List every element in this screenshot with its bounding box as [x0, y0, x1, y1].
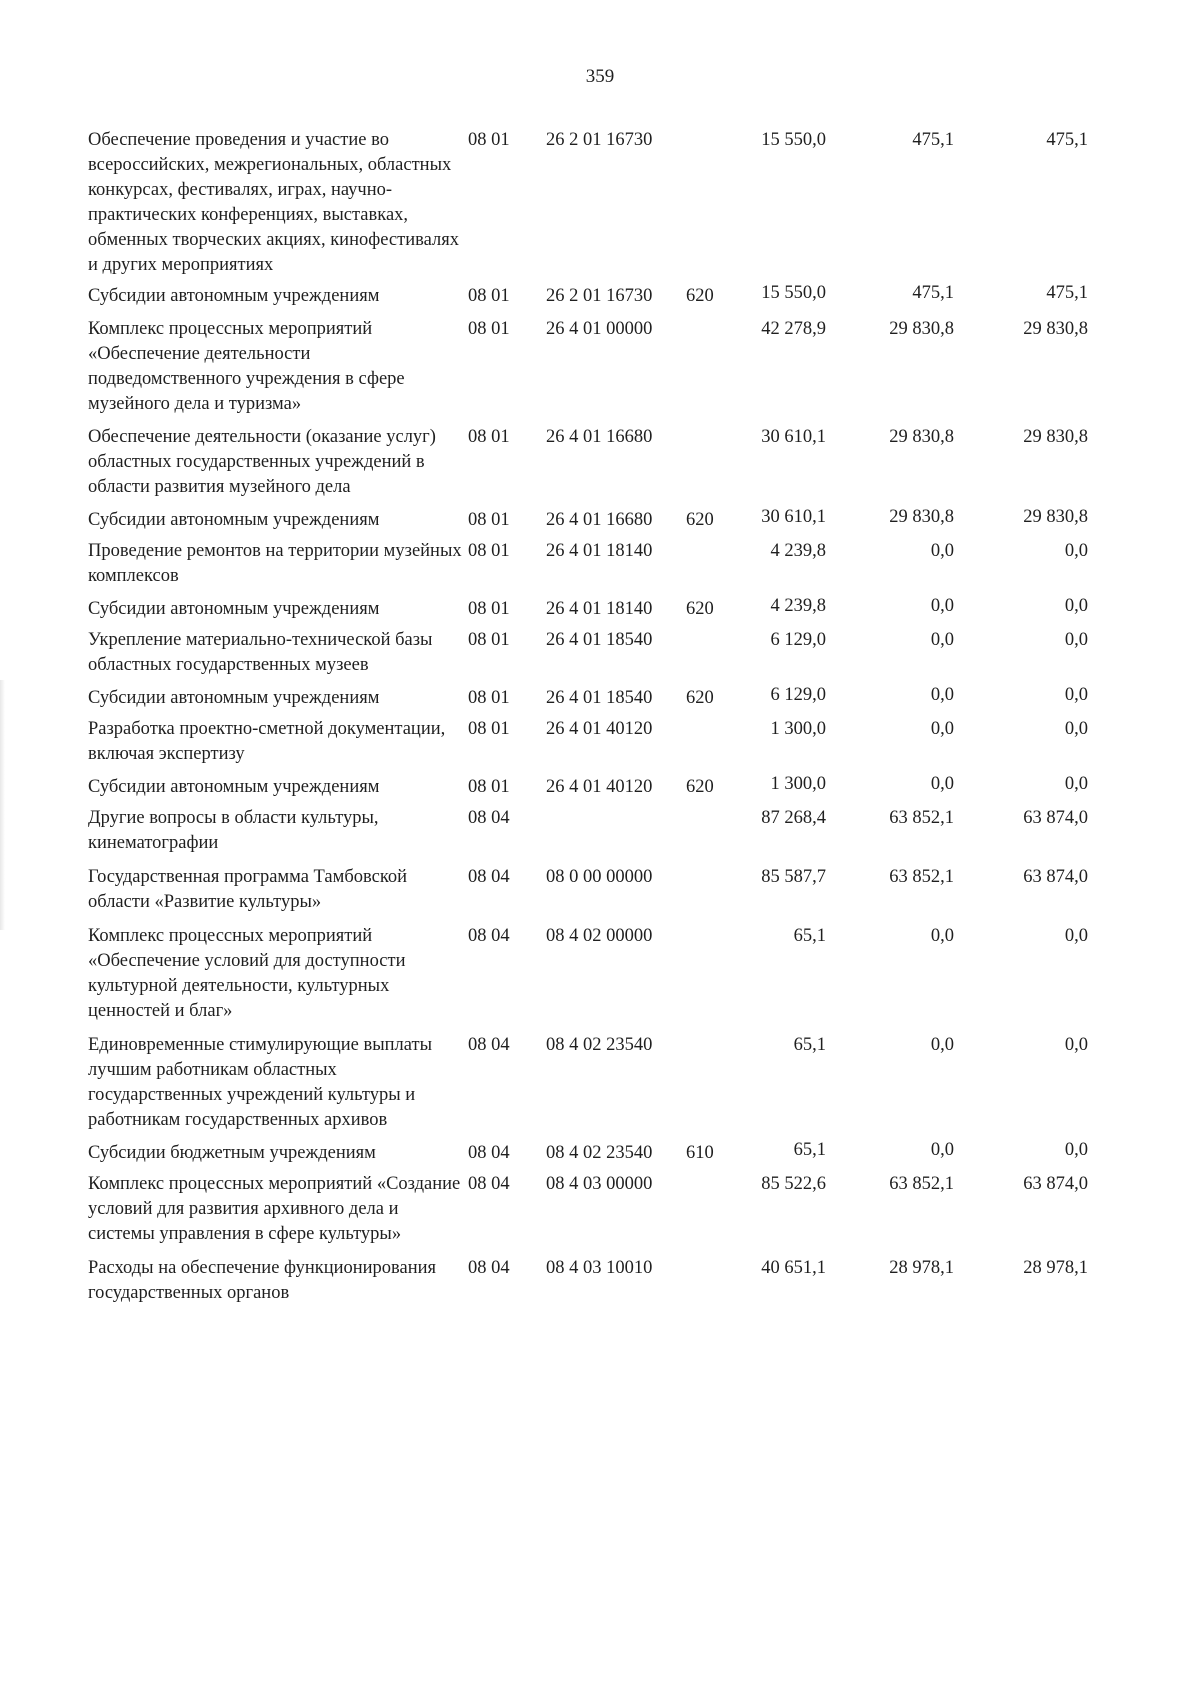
row-name: Комплекс процессных мероприятий «Обеспечение деятельности подведомственного учреждения в сфере музейного дела и туризма»: [88, 319, 405, 414]
table-row: [88, 1141, 1178, 1166]
table-row: [88, 924, 1178, 1024]
row-amount-1: 85 587,7: [761, 867, 826, 887]
row-amount-2: 0,0: [930, 596, 954, 616]
row-section-code: 08 01: [468, 599, 510, 619]
row-section-code: 08 01: [468, 427, 510, 447]
row-target-code: 26 4 01 16680: [546, 427, 653, 447]
row-section-code: 08 01: [468, 719, 510, 739]
row-amount-2: 0,0: [930, 1035, 954, 1055]
row-target-code: 08 4 02 23540: [546, 1035, 653, 1055]
row-amount-3: 0,0: [1064, 596, 1088, 616]
table-row: [88, 628, 1178, 678]
row-amount-1: 4 239,8: [770, 541, 826, 561]
row-amount-2: 0,0: [930, 926, 954, 946]
table-row: [88, 539, 1178, 589]
row-name: Субсидии бюджетным учреждениям: [88, 1143, 376, 1163]
row-target-code: 08 4 03 10010: [546, 1258, 653, 1278]
table-row: [88, 508, 1178, 533]
row-amount-1: 65,1: [793, 926, 826, 946]
row-expense-type: 620: [686, 599, 714, 619]
row-amount-2: 0,0: [930, 630, 954, 650]
row-amount-1: 6 129,0: [770, 685, 826, 705]
table-row: [88, 717, 1178, 767]
row-name: Укрепление материально-технической базы областных государственных музеев: [88, 630, 433, 675]
budget-table: [88, 128, 1178, 1306]
row-amount-3: 0,0: [1064, 1140, 1088, 1160]
row-name: Обеспечение деятельности (оказание услуг) областных государственных учреждений в области развития музейного дела: [88, 427, 436, 497]
row-amount-2: 63 852,1: [889, 808, 954, 828]
row-amount-2: 0,0: [930, 685, 954, 705]
row-target-code: 26 4 01 40120: [546, 719, 653, 739]
row-amount-1: 65,1: [793, 1140, 826, 1160]
row-name: Обеспечение проведения и участие во всероссийских, межрегиональных, областных конкурсах, фестивалях, играх, научно-практических конференциях, выставках, обменных творческих акциях, кинофестивалях и других мероприятиях: [88, 130, 459, 275]
row-name: Другие вопросы в области культуры, кинематографии: [88, 808, 379, 853]
row-target-code: 26 4 01 40120: [546, 777, 653, 797]
table-row: [88, 425, 1178, 500]
row-amount-1: 65,1: [793, 1035, 826, 1055]
row-amount-1: 4 239,8: [770, 596, 826, 616]
row-amount-2: 63 852,1: [889, 867, 954, 887]
table-row: [88, 806, 1178, 856]
row-amount-3: 0,0: [1064, 719, 1088, 739]
row-amount-2: 29 830,8: [889, 319, 954, 339]
row-target-code: 26 4 01 18140: [546, 599, 653, 619]
row-amount-3: 0,0: [1064, 541, 1088, 561]
row-name: Расходы на обеспечение функционирования государственных органов: [88, 1258, 437, 1303]
row-target-code: 08 4 02 23540: [546, 1143, 653, 1163]
row-expense-type: 610: [686, 1143, 714, 1163]
row-amount-1: 1 300,0: [770, 719, 826, 739]
row-target-code: 26 2 01 16730: [546, 130, 653, 150]
row-amount-1: 42 278,9: [761, 319, 826, 339]
row-expense-type: 620: [686, 688, 714, 708]
table-row: [88, 317, 1178, 417]
row-section-code: 08 01: [468, 630, 510, 650]
row-amount-3: 0,0: [1064, 774, 1088, 794]
row-amount-1: 40 651,1: [761, 1258, 826, 1278]
row-amount-3: 475,1: [1046, 283, 1088, 303]
row-amount-3: 0,0: [1064, 1035, 1088, 1055]
row-amount-2: 29 830,8: [889, 507, 954, 527]
row-section-code: 08 04: [468, 926, 510, 946]
row-amount-2: 0,0: [930, 774, 954, 794]
row-section-code: 08 04: [468, 1258, 510, 1278]
row-section-code: 08 04: [468, 808, 510, 828]
row-name: Единовременные стимулирующие выплаты лучшим работникам областных государственных учреждений культуры и работникам государственных архивов: [88, 1035, 433, 1130]
row-target-code: 26 4 01 16680: [546, 510, 653, 530]
table-row: [88, 1256, 1178, 1306]
row-name: Комплекс процессных мероприятий «Обеспечение условий для доступности культурной деятельности, культурных ценностей и благ»: [88, 926, 406, 1021]
row-name: Субсидии автономным учреждениям: [88, 286, 380, 306]
row-name: Проведение ремонтов на территории музейных комплексов: [88, 541, 462, 586]
row-target-code: 08 0 00 00000: [546, 867, 653, 887]
row-target-code: 26 4 01 18540: [546, 688, 653, 708]
row-expense-type: 620: [686, 777, 714, 797]
row-amount-3: 29 830,8: [1023, 507, 1088, 527]
row-amount-2: 63 852,1: [889, 1174, 954, 1194]
row-name: Субсидии автономным учреждениям: [88, 777, 380, 797]
table-row: [88, 775, 1178, 800]
row-section-code: 08 01: [468, 130, 510, 150]
row-section-code: 08 01: [468, 286, 510, 306]
row-section-code: 08 04: [468, 1174, 510, 1194]
row-amount-3: 28 978,1: [1023, 1258, 1088, 1278]
row-name: Государственная программа Тамбовской области «Развитие культуры»: [88, 867, 408, 912]
row-amount-2: 28 978,1: [889, 1258, 954, 1278]
row-target-code: 08 4 03 00000: [546, 1174, 653, 1194]
table-row: [88, 597, 1178, 622]
row-amount-3: 63 874,0: [1023, 808, 1088, 828]
table-row: [88, 865, 1178, 915]
row-section-code: 08 04: [468, 1035, 510, 1055]
row-amount-2: 29 830,8: [889, 427, 954, 447]
row-amount-1: 30 610,1: [761, 507, 826, 527]
row-section-code: 08 01: [468, 688, 510, 708]
row-name: Комплекс процессных мероприятий «Создание условий для развития архивного дела и системы управления в сфере культуры»: [88, 1174, 461, 1244]
row-amount-3: 475,1: [1046, 130, 1088, 150]
row-amount-1: 15 550,0: [761, 130, 826, 150]
row-section-code: 08 01: [468, 319, 510, 339]
row-amount-2: 0,0: [930, 719, 954, 739]
row-name: Субсидии автономным учреждениям: [88, 599, 380, 619]
row-amount-3: 0,0: [1064, 630, 1088, 650]
row-section-code: 08 04: [468, 867, 510, 887]
row-target-code: 26 4 01 18540: [546, 630, 653, 650]
row-section-code: 08 01: [468, 510, 510, 530]
row-amount-1: 15 550,0: [761, 283, 826, 303]
row-amount-1: 30 610,1: [761, 427, 826, 447]
row-target-code: 26 2 01 16730: [546, 286, 653, 306]
row-name: Субсидии автономным учреждениям: [88, 510, 380, 530]
row-amount-1: 87 268,4: [761, 808, 826, 828]
row-section-code: 08 04: [468, 1143, 510, 1163]
row-amount-1: 85 522,6: [761, 1174, 826, 1194]
table-row: [88, 284, 1178, 309]
page-number: 359: [585, 66, 615, 87]
row-amount-2: 0,0: [930, 1140, 954, 1160]
row-amount-3: 63 874,0: [1023, 1174, 1088, 1194]
row-amount-3: 63 874,0: [1023, 867, 1088, 887]
row-target-code: 26 4 01 00000: [546, 319, 653, 339]
table-row: [88, 128, 1178, 278]
row-target-code: 08 4 02 00000: [546, 926, 653, 946]
row-amount-2: 0,0: [930, 541, 954, 561]
row-amount-3: 0,0: [1064, 685, 1088, 705]
row-section-code: 08 01: [468, 541, 510, 561]
row-amount-1: 1 300,0: [770, 774, 826, 794]
row-name: Разработка проектно-сметной документации, включая экспертизу: [88, 719, 446, 764]
scan-edge-shadow: [0, 680, 5, 930]
row-name: Субсидии автономным учреждениям: [88, 688, 380, 708]
row-amount-1: 6 129,0: [770, 630, 826, 650]
row-amount-2: 475,1: [912, 283, 954, 303]
row-section-code: 08 01: [468, 777, 510, 797]
row-amount-3: 29 830,8: [1023, 427, 1088, 447]
row-amount-3: 29 830,8: [1023, 319, 1088, 339]
row-expense-type: 620: [686, 510, 714, 530]
row-target-code: 26 4 01 18140: [546, 541, 653, 561]
row-amount-3: 0,0: [1064, 926, 1088, 946]
row-expense-type: 620: [686, 286, 714, 306]
row-amount-2: 475,1: [912, 130, 954, 150]
table-row: [88, 1033, 1178, 1133]
table-row: [88, 686, 1178, 711]
table-row: [88, 1172, 1178, 1247]
